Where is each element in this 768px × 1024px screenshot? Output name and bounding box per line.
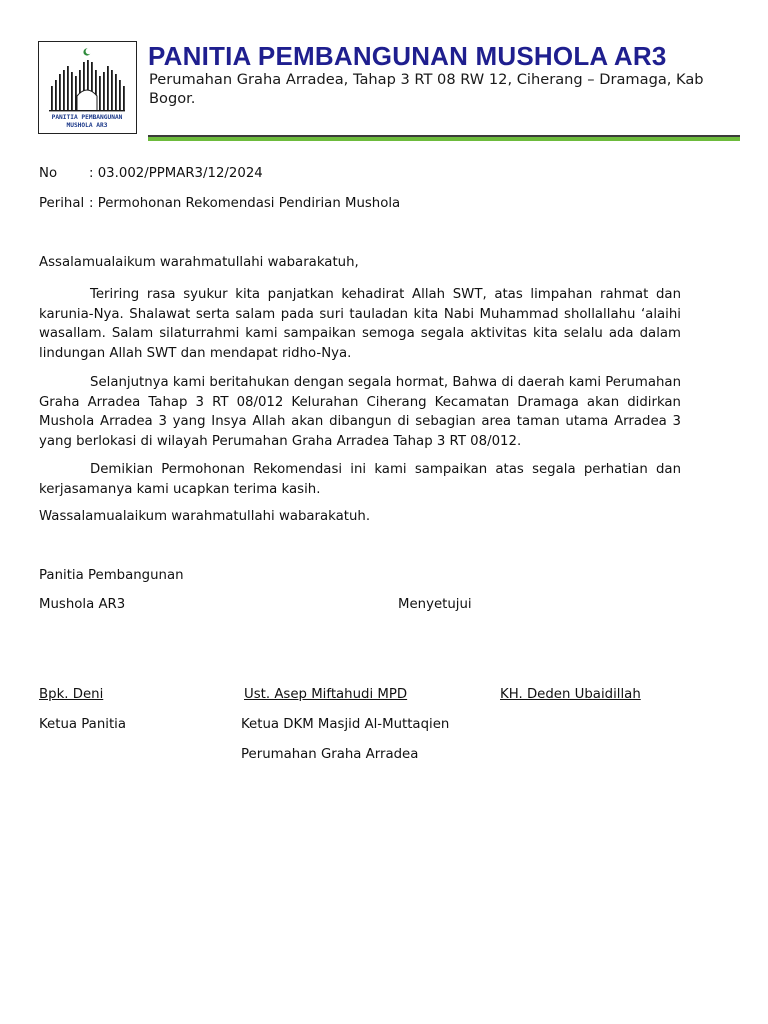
paragraph-3: Demikian Permohonan Rekomendasi ini kami sampaikan atas segala perhatian dan kerjasamanya kami ucapkan terima kasih.	[39, 462, 681, 497]
signer2-role-line2: Perumahan Graha Arradea	[241, 747, 419, 762]
letterhead-address: Perumahan Graha Arradea, Tahap 3 RT 08 RW 12, Ciherang – Dramaga, Kab Bogor.	[149, 71, 704, 107]
signer3-name: KH. Deden Ubaidillah	[500, 687, 641, 702]
paragraph-2: Selanjutnya kami beritahukan dengan segala hormat, Bahwa di daerah kami Perumahan Graha Arradea Tahap 3 RT 08/012 Kelurahan Ciherang Kecamatan Dramaga akan didirkan Mushola Arradea 3 yang Insya Allah akan dibangun di sebagian area taman utama Arradea 3 yang berlokasi di wilayah Perumahan Graha Arradea Tahap 3 RT 08/012.	[39, 375, 681, 449]
logo-text-line1: PANITIA PEMBANGUNAN	[51, 114, 123, 121]
committee-line2: Mushola AR3	[39, 597, 126, 612]
paragraph-1: Teriring rasa syukur kita panjatkan kehadirat Allah SWT, atas limpahan rahmat dan karunia-Nya. Shalawat serta salam pada suri tauladan kita Nabi Muhammad shollallahu ‘alaihi wasallam. Salam silaturrahmi kami sampaikan semoga segala aktivitas kita selalu ada dalam lindungan Allah SWT dan mendapat ridho-Nya.	[39, 287, 681, 361]
subject-value: : Permohonan Rekomendasi Pendirian Mushola	[89, 196, 401, 211]
subject-label: Perihal	[39, 196, 85, 211]
number-value: : 03.002/PPMAR3/12/2024	[89, 166, 263, 181]
letterhead-divider-green	[148, 137, 740, 141]
letterhead-title: PANITIA PEMBANGUNAN MUSHOLA AR3	[148, 41, 667, 71]
signer1-name: Bpk. Deni	[39, 687, 104, 702]
signer1-role: Ketua Panitia	[39, 717, 127, 732]
number-label: No	[39, 166, 58, 181]
greeting: Assalamualaikum warahmatullahi wabarakatuh,	[39, 255, 359, 270]
committee-line1: Panitia Pembangunan	[39, 568, 184, 583]
signer2-name: Ust. Asep Miftahudi MPD	[244, 687, 408, 702]
committee-logo	[38, 41, 137, 134]
approval-label: Menyetujui	[398, 597, 472, 612]
logo-text-line2: MUSHOLA AR3	[66, 122, 108, 129]
signer2-role: Ketua DKM Masjid Al-Muttaqien	[241, 717, 450, 732]
closing: Wassalamualaikum warahmatullahi wabarakatuh.	[39, 509, 371, 524]
